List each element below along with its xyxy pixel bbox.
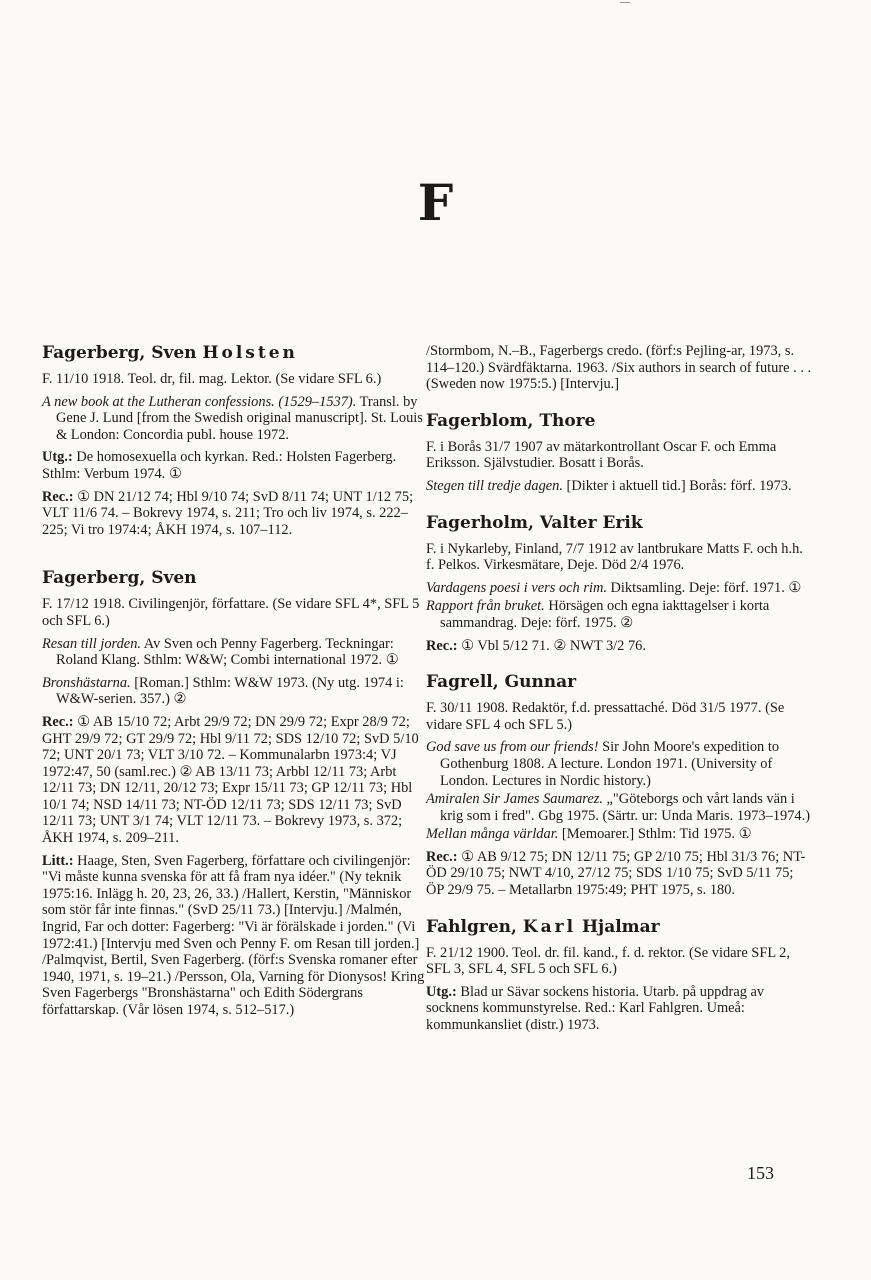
editor-note: Utg.: Blad ur Sävar sockens historia. Utarb. på uppdrag av socknens kommunstyrelse. Red.: Karl Fahlgren. Umeå: kommunkansliet (distr.) 1973. bbox=[426, 983, 765, 1034]
entry-fagerblom-thore bbox=[426, 411, 814, 495]
entry-fagrell-gunnar bbox=[426, 672, 814, 899]
bio-line: F. 11/10 1918. Teol. dr, fil. mag. Lektor. (Se vidare SFL 6.) bbox=[42, 371, 382, 387]
page-number: 153 bbox=[747, 1163, 774, 1183]
bio-line: F. 21/12 1900. Teol. dr. fil. kand., f. d. rektor. (Se vidare SFL 2, SFL 3, SFL 4, SFL 5 och SFL 6.) bbox=[426, 944, 790, 978]
entry-heading: Fagerberg, Sven Holsten bbox=[42, 343, 298, 363]
reviews: Rec.: ① AB 9/12 75; DN 12/11 75; GP 2/10 75; Hbl 31/3 76; NT-ÖD 29/10 75; NWT 4/10, 27/12 75; SDS 1/10 75; SvD 5/11 75; ÖP 29/9 75. – Metallarbn 1975:49; PHT 1975, s. 180. bbox=[426, 848, 806, 899]
entry-heading: Fahlgren, Karl Hjalmar bbox=[426, 916, 660, 937]
entry-heading: Fagerberg, Sven bbox=[42, 568, 197, 589]
entry-heading: Fagrell, Gunnar bbox=[426, 672, 577, 693]
left-column bbox=[42, 343, 428, 1049]
reviews: Rec.: ① AB 15/10 72; Arbt 29/9 72; DN 29/9 72; Expr 28/9 72; GHT 29/9 72; GT 29/9 72; Hbl 9/11 72; SDS 12/10 72; SvD 5/10 72; UNT 20/1 73; VLT 3/10 72. – Kommunalarbn 1973:4; VJ 1972:47, 50 (saml.rec.) ② AB 13/11 73; Arbbl 12/11 73; Arbt 12/11 73; DN 12/11, 20/12 73; Expr 15/11 73; GP 12/11 73; Hbl 10/1 74; NSD 14/11 73; NT-ÖD 12/11 73; SDS 12/11 73; SvD 12/11 73; UNT 3/1 74; VLT 12/11 73. – Bokrevy 1973, s. 372; ÅKH 1974, s. 209–211. bbox=[42, 713, 419, 847]
bio-line: F. 17/12 1918. Civilingenjör, författare. (Se vidare SFL 4*, SFL 5 och SFL 6.) bbox=[42, 596, 420, 629]
right-column bbox=[426, 343, 814, 1052]
editor-note: Utg.: De homosexuella och kyrkan. Red.: Holsten Fagerberg. Sthlm: Verbum 1974. ① bbox=[42, 449, 397, 482]
bio-line: F. i Borås 31/7 1907 av mätarkontrollant Oscar F. och Emma Eriksson. Självstudier. Bosatt i Borås. bbox=[426, 438, 777, 472]
entry-heading: Fagerholm, Valter Erik bbox=[426, 512, 643, 533]
continued-literature: /Stormbom, N.–B., Fagerbergs credo. (förf:s Pejling-ar, 1973, s. 114–120.) Svärdfäktarna. 1963. /Six authors in search of future . . . (Sweden now 1975:5.) [Intervju.] bbox=[426, 343, 812, 393]
bibliography-item: Stegen till tredje dagen. [Dikter i aktuell tid.] Borås: förf. 1973. bbox=[426, 477, 792, 494]
bibliography-item: Rapport från bruket. Hörsägen och egna iakttagelser i korta sammandrag. Deje: förf. 1975. ② bbox=[426, 598, 770, 631]
section-letter: F bbox=[417, 173, 454, 232]
entry-fagerholm-valter-erik bbox=[426, 513, 814, 655]
reviews: Rec.: ① DN 21/12 74; Hbl 9/10 74; SvD 8/11 74; UNT 1/12 75; VLT 11/6 74. – Bokrevy 1974, s. 211; Tro och liv 1974, s. 222–225; Vi tro 1974:4; ÅKH 1974, s. 107–112. bbox=[42, 488, 414, 538]
bibliography-item: God save us from our friends! Sir John Moore's expedition to Gothenburg 1808. A lecture. London 1971. (University of London. Lectures in Nordic history.) bbox=[426, 739, 780, 789]
bio-line: F. i Nykarleby, Finland, 7/7 1912 av lantbrukare Matts F. och h.h. f. Pelkos. Virkesmätare, Deje. Död 2/4 1976. bbox=[426, 540, 803, 574]
entry-fagerberg-sven bbox=[42, 568, 428, 1018]
scan-mark bbox=[620, 2, 630, 3]
bibliography-item: Bronshästarna. [Roman.] Sthlm: W&W 1973. (Ny utg. 1974 i: W&W-serien. 357.) ② bbox=[42, 674, 404, 708]
bibliography-item: Amiralen Sir James Saumarez. „"Göteborgs och vårt lands vän i krig som i fred". Gbg 1975. (Särtr. ur: Unda Maris. 1973–1974.) bbox=[426, 791, 810, 824]
bibliography-item: Vardagens poesi i vers och rim. Diktsamling. Deje: förf. 1971. ① bbox=[426, 579, 802, 596]
reviews: Rec.: ① Vbl 5/12 71. ② NWT 3/2 76. bbox=[426, 637, 646, 654]
bibliography-item: Mellan många världar. [Memoarer.] Sthlm: Tid 1975. ① bbox=[426, 826, 752, 843]
bibliography-item: Resan till jorden. Av Sven och Penny Fagerberg. Teckningar: Roland Klang. Sthlm: W&W; Combi international 1972. ① bbox=[42, 635, 399, 669]
entry-fagerberg-sven-holsten bbox=[42, 343, 428, 538]
bio-line: F. 30/11 1908. Redaktör, f.d. pressattaché. Död 31/5 1977. (Se vidare SFL 4 och SFL 5.) bbox=[426, 700, 785, 733]
bibliography-item: A new book at the Lutheran confessions. (1529–1537). Transl. by Gene J. Lund [from the Swedish original manuscript]. St. Louis & London: Concordia publ. house 1972. bbox=[42, 393, 423, 443]
entry-heading: Fagerblom, Thore bbox=[426, 410, 596, 431]
literature: Litt.: Haage, Sten, Sven Fagerberg, författare och civilingenjör: "Vi måste kunna svenska för att få fram nya idéer." (Ny teknik 1975:16. Inlägg h. 20, 23, 26, 33.) /Hallert, Kerstin, "Människor som stör får inte finnas." (SvD 25/11 73.) [Intervju.] /Malmén, Ingrid, Far och dotter: Fagerberg: "Vi är förälskade i jorden." (Vi 1972:41.) [Intervju med Sven och Penny F. om Resan till jorden.] /Palmqvist, Bertil, Sven Fagerberg. (förf:s Svenska romaner efter 1940, 1971, s. 19–21.) /Persson, Ola, Varning för Dionysos! Kring Sven Fagerbergs "Bronshästarna" och Edith Södergrans författarskap. (Vår lösen 1974, s. 512–517.) bbox=[42, 852, 425, 1018]
entry-fahlgren-karl-hjalmar bbox=[426, 917, 814, 1034]
